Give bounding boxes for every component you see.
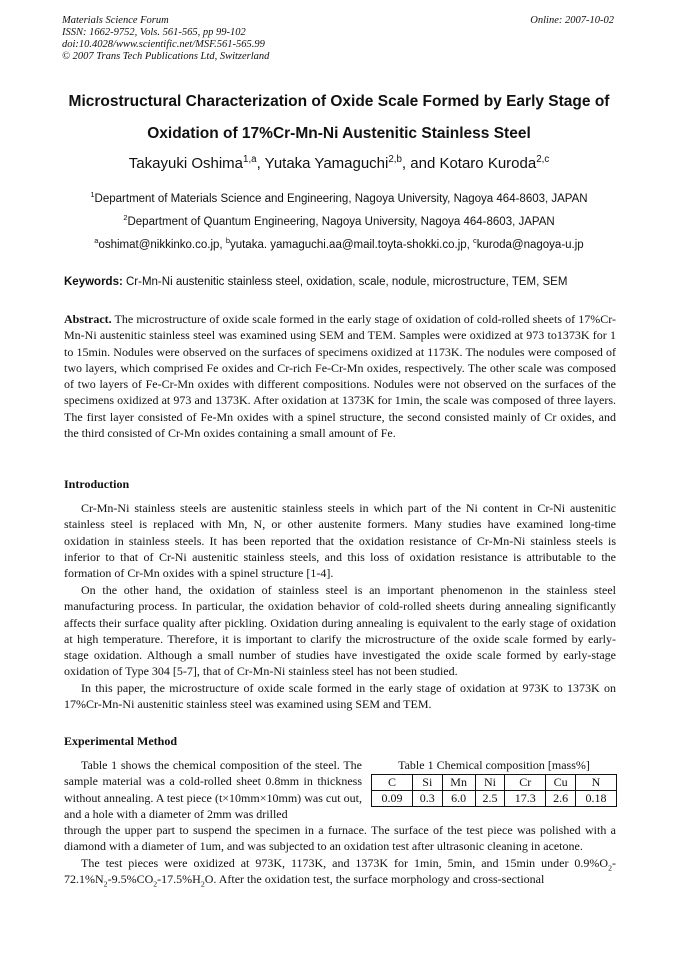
experimental-continued <box>64 822 616 887</box>
table-header-cell: Si <box>412 775 442 791</box>
table-cell: 0.09 <box>372 791 413 807</box>
author-3-affil: 2,c <box>536 154 550 165</box>
affiliation-text: Department of Quantum Engineering, Nagoya University, Nagoya 464-8603, JAPAN <box>127 216 555 228</box>
keywords-label: Keywords: <box>64 276 123 288</box>
table-header-cell: C <box>372 775 413 791</box>
table-1 <box>371 757 617 807</box>
table-cell: 2.6 <box>546 791 576 807</box>
email-c[interactable]: kuroda@nagoya-u.jp <box>476 239 584 251</box>
introduction-heading: Introduction <box>64 477 130 491</box>
table-1-caption: Table 1 Chemical composition [mass%] <box>398 758 590 772</box>
abstract <box>64 311 616 441</box>
abstract-text: The microstructure of oxide scale formed in the early stage of oxidation of cold-rolled sheets of 17%Cr-Mn-Ni austenitic stainless steel was examined using SEM and TEM. Samples were oxidized at 973 to1373K for 1 to 15min. Nodules were observed on the surfaces of specimens oxidized at 1173K. The nodules were composed of two layers, which comprised Fe oxides and Cr-rich Fe-Cr-Mn oxides, respectively. The other scale was composed of two layers of Fe-Cr-Mn oxides with different compositions. Nodules were not observed on the surfaces of the specimens oxidized at 973 and 1373K. After oxidation at 1373K for 1min, the scale was composed of three layers. The first layer consisted of Fe-Mn oxides with a spinel structure, the second consisted mainly of Cr oxides, and the third consisted of Cr-Mn oxides containing a small amount of Fe. <box>64 312 616 441</box>
keywords-text: Cr-Mn-Ni austenitic stainless steel, oxidation, scale, nodule, microstructure, TEM, SEM <box>122 276 568 288</box>
doi: doi:10.4028/www.scientific.net/MSF.561-565.99 <box>62 39 265 50</box>
author-1: Takayuki Oshima <box>128 155 244 172</box>
table-cell: 0.18 <box>576 791 617 807</box>
table-cell: 6.0 <box>442 791 475 807</box>
email-mark: b <box>225 236 230 246</box>
table-cell: 17.3 <box>505 791 546 807</box>
journal-name: Materials Science Forum <box>62 15 169 26</box>
author-3: Kotaro Kuroda <box>439 155 537 172</box>
affiliation-2 <box>60 213 618 228</box>
composition-table <box>371 774 617 807</box>
subscript: 2 <box>153 879 158 889</box>
author-list <box>60 155 618 172</box>
table-header-row <box>372 775 617 791</box>
subscript: 2 <box>200 879 205 889</box>
table-row <box>372 791 617 807</box>
author-2-affil: 2,b <box>388 154 402 165</box>
email-a[interactable]: oshimat@nikkinko.co.jp, <box>98 239 226 251</box>
online-date: Online: 2007-10-02 <box>530 15 614 26</box>
email-mark: a <box>94 236 99 246</box>
paper-title <box>60 86 618 150</box>
text-run: O. After the oxidation test, the surface morphology and cross-sectional <box>204 871 545 886</box>
journal-header <box>62 15 269 63</box>
subscript: 2 <box>608 862 612 872</box>
abstract-label: Abstract. <box>64 312 112 326</box>
title-line-1: Microstructural Characterization of Oxide Scale Formed by Early Stage of <box>68 93 610 110</box>
experimental-heading: Experimental Method <box>64 734 177 748</box>
email-line <box>60 236 618 251</box>
text-run: -72.1%N <box>64 855 616 886</box>
text-run: The test pieces were oxidized at 973K, 1173K, and 1373K for 1min, 5min, and 15min under 0.9%O <box>81 855 609 870</box>
author-separator: , and <box>401 155 440 172</box>
table-cell: 2.5 <box>475 791 505 807</box>
email-b[interactable]: yutaka. yamaguchi.aa@mail.toyta-shokki.co.jp, <box>229 239 474 251</box>
text-run: -9.5%CO <box>107 871 154 886</box>
table-header-cell: Cu <box>546 775 576 791</box>
experimental-paragraph-1-end: through the upper part to suspend the specimen in a furnace. The surface of the test piece was polished with a diamond with a diameter of 1um, and was subjected to an oxidation test after ultrasonic cleaning in acetone. <box>64 823 616 854</box>
table-header-cell: Cr <box>505 775 546 791</box>
experimental-paragraph-2 <box>64 855 616 888</box>
table-cell: 0.3 <box>412 791 442 807</box>
table-header-cell: N <box>576 775 617 791</box>
intro-paragraph-2: On the other hand, the oxidation of stainless steel is an important phenomenon in the stainless steel manufacturing process. In particular, the oxidation behavior of cold-rolled sheets during annealing significantly affects their surface quality after pickling. Oxidation during annealing is equivalent to the early stage of oxidation at high temperature. Therefore, it is important to clarify the microstructure of the oxide scale formed by early-stage oxidation. Although a small number of studies have investigated the oxide scale formed by early-stage oxidation of Type 304 [5-7], that of Cr-Mn-Ni stainless steel has not been studied. <box>64 583 616 679</box>
issn: ISSN: 1662-9752, Vols. 561-565, pp 99-102 <box>62 27 246 38</box>
intro-paragraph-1: Cr-Mn-Ni stainless steels are austenitic stainless steels in which part of the Ni content in Cr-Ni austenitic stainless steel is replaced with Mn, N, or other austenite formers. Many studies have examined long-time oxidation in stainless steels. It has been reported that the oxidation resistance of Cr-Mn-Ni stainless steels is inferior to that of Cr-Ni austenitic stainless steels, and this loss of oxidation resistance is attributable to the formation of Cr-Mn oxides with a spinel structure [1-4]. <box>64 501 616 581</box>
copyright: © 2007 Trans Tech Publications Ltd, Switzerland <box>62 51 270 62</box>
experimental-paragraph-1-start: Table 1 shows the chemical composition of the steel. The sample material was a cold-rolled sheet 0.8mm in thickness without annealing. A test piece (t×10mm×10mm) was cut out, and a hole with a diameter of 2mm was drilled <box>64 758 362 821</box>
table-header-cell: Ni <box>475 775 505 791</box>
keywords <box>64 276 616 288</box>
text-run: -17.5%H <box>157 871 201 886</box>
affiliation-1 <box>60 190 618 205</box>
affiliation-mark: 2 <box>123 213 128 223</box>
intro-paragraph-3: In this paper, the microstructure of oxide scale formed in the early stage of oxidation at 973K to 1373K on 17%Cr-Mn-Ni austenitic stainless steel was examined using SEM and TEM. <box>64 681 616 712</box>
subscript: 2 <box>103 879 108 889</box>
title-line-2: Oxidation of 17%Cr-Mn-Ni Austenitic Stainless Steel <box>147 125 531 142</box>
table-header-cell: Mn <box>442 775 475 791</box>
author-separator: , <box>256 155 265 172</box>
author-2: Yutaka Yamaguchi <box>264 155 389 172</box>
affiliation-mark: 1 <box>90 190 95 200</box>
author-1-affil: 1,a <box>243 154 257 165</box>
email-mark: c <box>473 236 477 246</box>
affiliation-text: Department of Materials Science and Engineering, Nagoya University, Nagoya 464-8603, JAPAN <box>94 193 588 205</box>
